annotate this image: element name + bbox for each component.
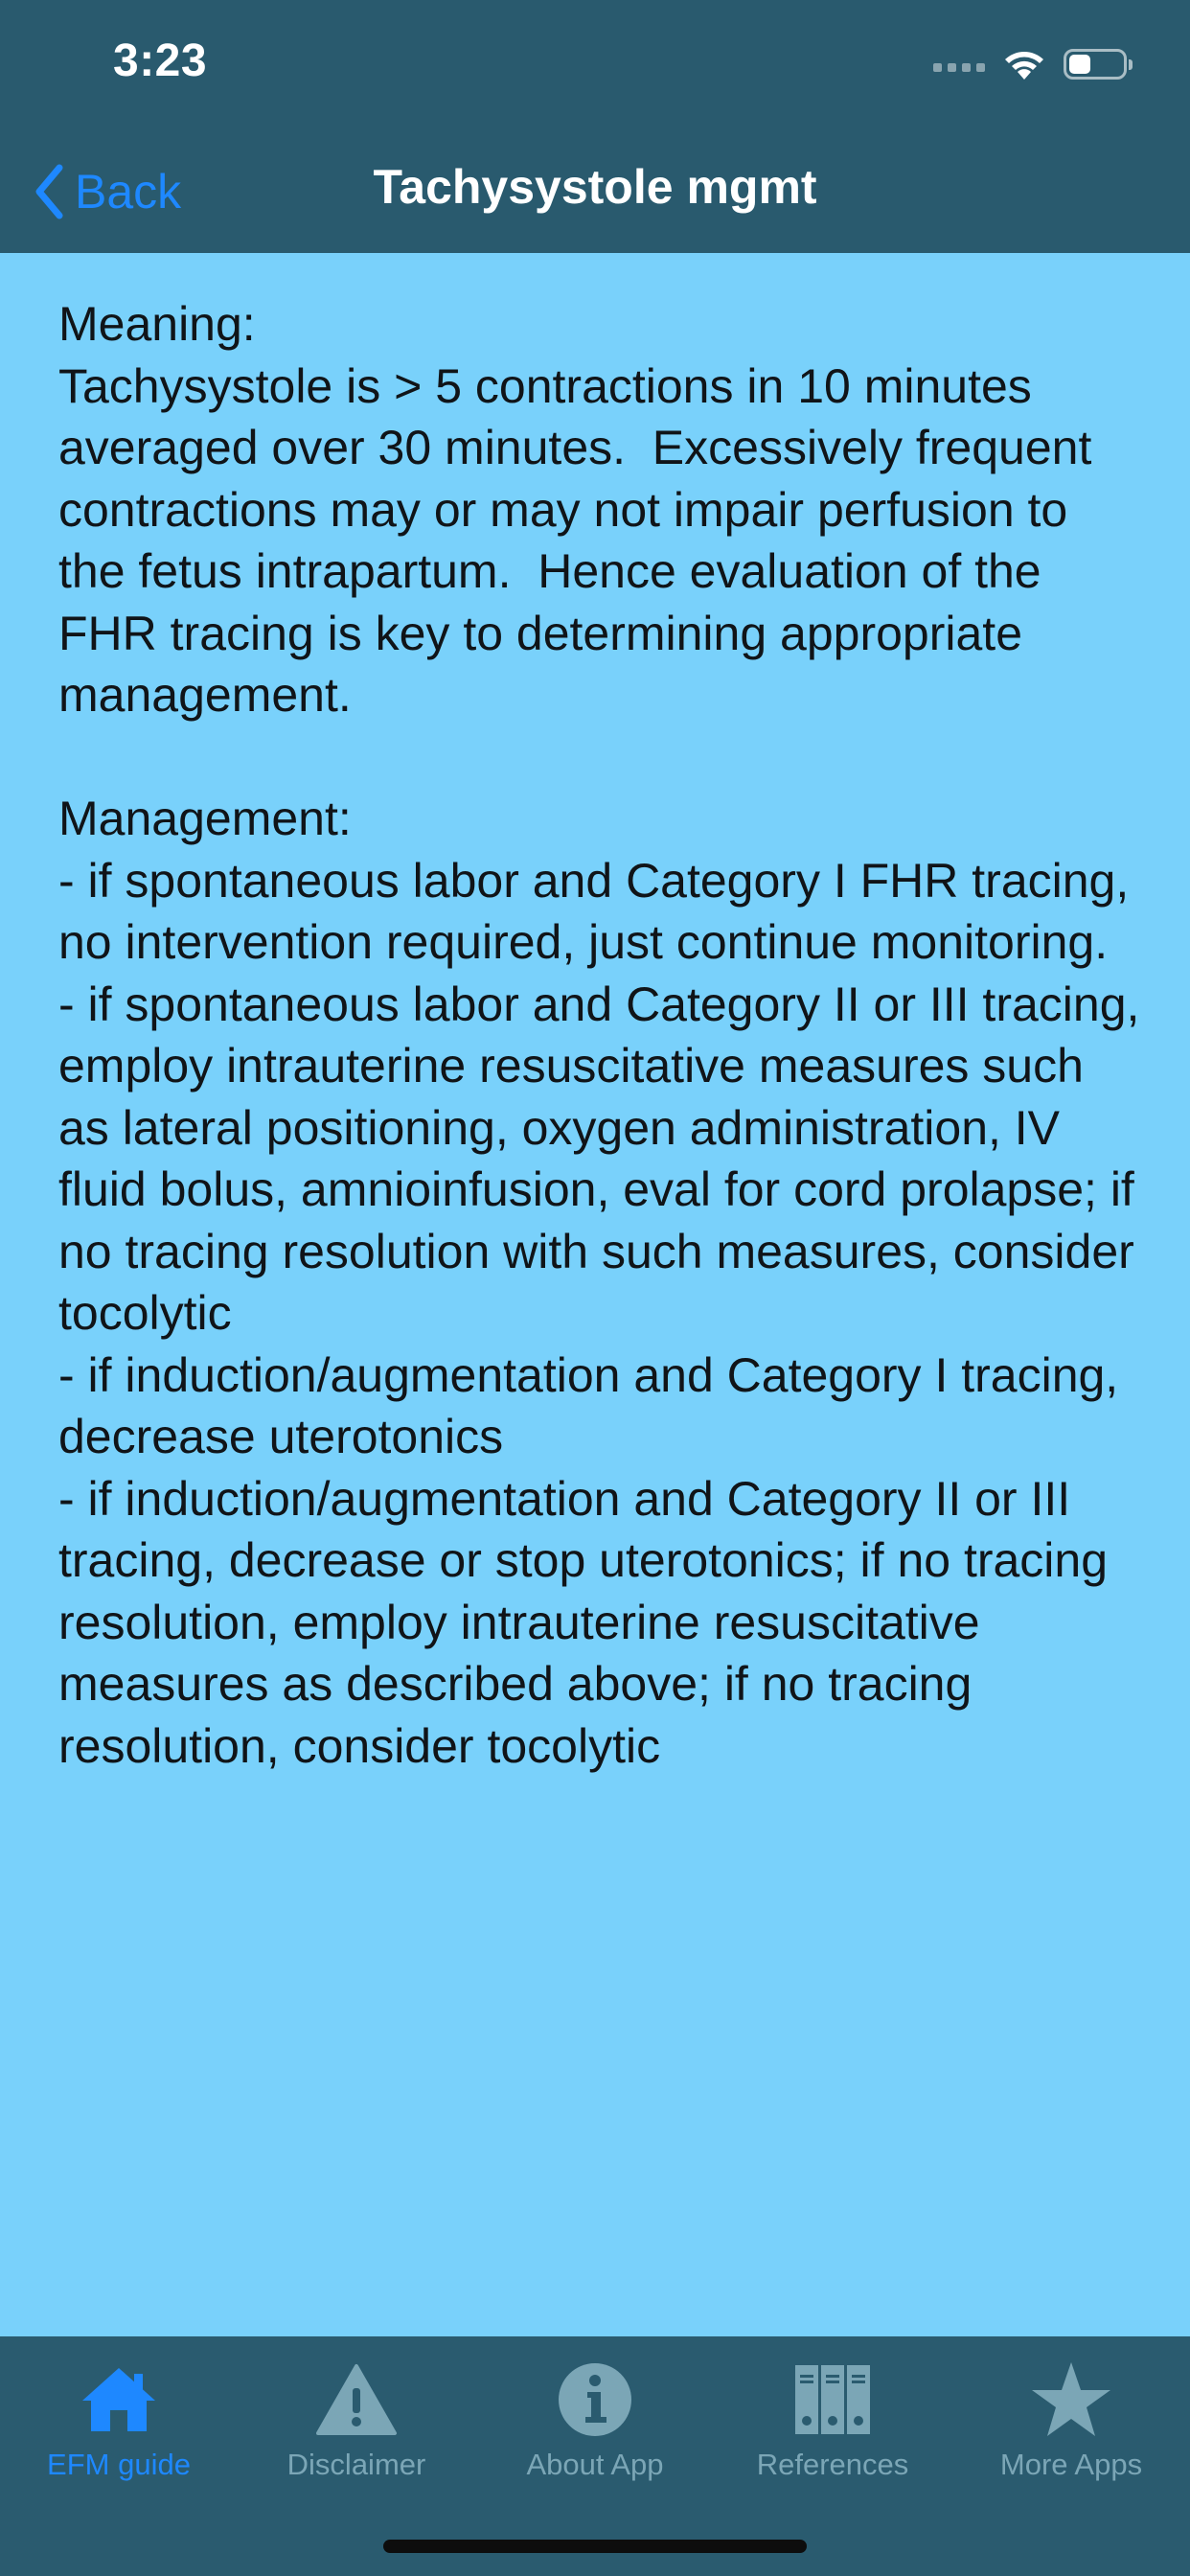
tab-label: More Apps (999, 2448, 1143, 2481)
tab-efm-guide[interactable] (0, 2352, 238, 2496)
tab-label: About App (526, 2448, 664, 2481)
home-indicator[interactable] (383, 2540, 807, 2553)
cellular-signal-icon (933, 57, 985, 72)
status-time: 3:23 (113, 35, 208, 86)
back-label: Back (75, 165, 182, 218)
tab-about-app[interactable] (476, 2352, 714, 2496)
battery-level (1069, 55, 1090, 74)
battery-icon (1064, 49, 1127, 80)
status-icons (933, 42, 1127, 86)
content-text: Meaning: Tachysystole is > 5 contractions in 10 minutes averaged over 30 minutes. Excessively frequent contractions may or may not impair perfusion to the fetus intrapartum. Hence evaluation of the FHR tracing is key to determining appropriate management. Management: - if spontaneous labor and Category I FHR tracing, no intervention required, just continue monitoring. - if spontaneous labor and Category II or III tracing, employ intrauterine resuscitative measures such as lateral positioning, oxygen administration, IV fluid bolus, amnioinfusion, eval for cord prolapse; if no tracing resolution with such measures, consider tocolytic - if induction/augmentation and Category I tracing, decrease uterotonics - if induction/augmentation and Category II or III tracing, decrease or stop uterotonics; if no tracing resolution, employ intrauterine resuscitative measures as described above; if no tracing resolution, consider tocolytic (58, 297, 1140, 1773)
binders-icon (793, 2363, 872, 2436)
tab-more-apps[interactable] (952, 2352, 1190, 2496)
info-icon (557, 2361, 633, 2438)
navigation-header (0, 0, 1190, 253)
page-title: Tachysystole mgmt (373, 160, 817, 214)
tab-references[interactable] (714, 2352, 951, 2496)
tab-label: References (756, 2448, 909, 2481)
home-icon (80, 2366, 157, 2433)
wifi-icon (1002, 48, 1046, 80)
tab-label: EFM guide (47, 2448, 191, 2481)
star-icon (1030, 2360, 1112, 2439)
tab-label: Disclaimer (286, 2448, 426, 2481)
warning-icon (315, 2363, 398, 2436)
tab-disclaimer[interactable] (238, 2352, 475, 2496)
